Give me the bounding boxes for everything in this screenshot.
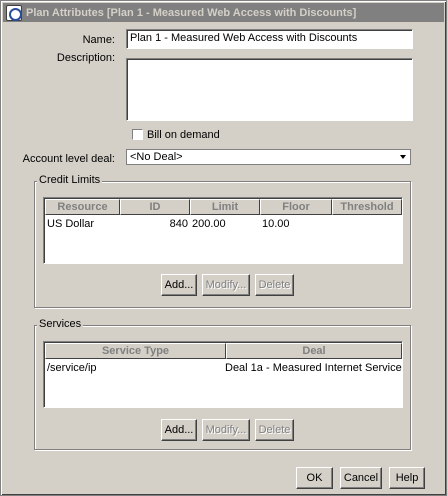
credit-add-button[interactable]: Add...	[161, 274, 197, 296]
services-header	[45, 343, 402, 359]
services-legend: Services	[39, 318, 82, 330]
name-label: Name:	[82, 34, 115, 46]
services-modify-button[interactable]: Modify...	[202, 419, 250, 441]
bill-on-demand-checkbox[interactable]	[132, 129, 143, 140]
column-header-threshold[interactable]: Threshold	[332, 199, 402, 215]
credit-limits-legend: Credit Limits	[39, 174, 101, 186]
cell-threshold	[332, 216, 402, 232]
column-header-resource[interactable]: Resource	[45, 199, 120, 215]
cell-deal: Deal 1a - Measured Internet Service	[225, 362, 402, 374]
chevron-down-icon	[400, 155, 406, 159]
cell-floor: 10.00	[262, 218, 290, 230]
services-add-button[interactable]: Add...	[161, 419, 197, 441]
app-icon	[6, 5, 22, 21]
account-deal-label: Account level deal:	[22, 153, 115, 165]
account-deal-value: <No Deal>	[130, 151, 183, 163]
column-header-deal[interactable]: Deal	[226, 343, 402, 359]
credit-limits-table[interactable]	[43, 197, 403, 264]
cell-resource: US Dollar	[47, 218, 95, 230]
description-label: Description:	[56, 52, 115, 64]
column-header-service-type[interactable]: Service Type	[45, 343, 226, 359]
cell-id: 840	[169, 218, 188, 230]
help-button[interactable]: Help	[389, 467, 425, 489]
services-table[interactable]	[43, 341, 403, 408]
ok-button[interactable]: OK	[296, 467, 333, 489]
cell-service-type: /service/ip	[47, 362, 97, 374]
credit-modify-button[interactable]: Modify...	[202, 274, 250, 296]
account-deal-select[interactable]	[126, 149, 411, 165]
credit-delete-button[interactable]: Delete	[255, 274, 294, 296]
table-row[interactable]	[45, 216, 402, 232]
table-row[interactable]	[45, 360, 402, 376]
title-bar[interactable]	[3, 3, 444, 22]
window-title: Plan Attributes [Plan 1 - Measured Web Access with Discounts]	[26, 6, 357, 19]
name-field[interactable]: Plan 1 - Measured Web Access with Discounts	[126, 29, 413, 49]
cell-limit: 200.00	[192, 218, 226, 230]
description-field[interactable]	[126, 58, 413, 121]
column-header-limit[interactable]: Limit	[190, 199, 260, 215]
bill-on-demand-label: Bill on demand	[147, 129, 220, 141]
column-header-floor[interactable]: Floor	[260, 199, 332, 215]
services-delete-button[interactable]: Delete	[255, 419, 294, 441]
column-header-id[interactable]: ID	[120, 199, 190, 215]
credit-limits-header	[45, 199, 402, 215]
cancel-button[interactable]: Cancel	[340, 467, 382, 489]
